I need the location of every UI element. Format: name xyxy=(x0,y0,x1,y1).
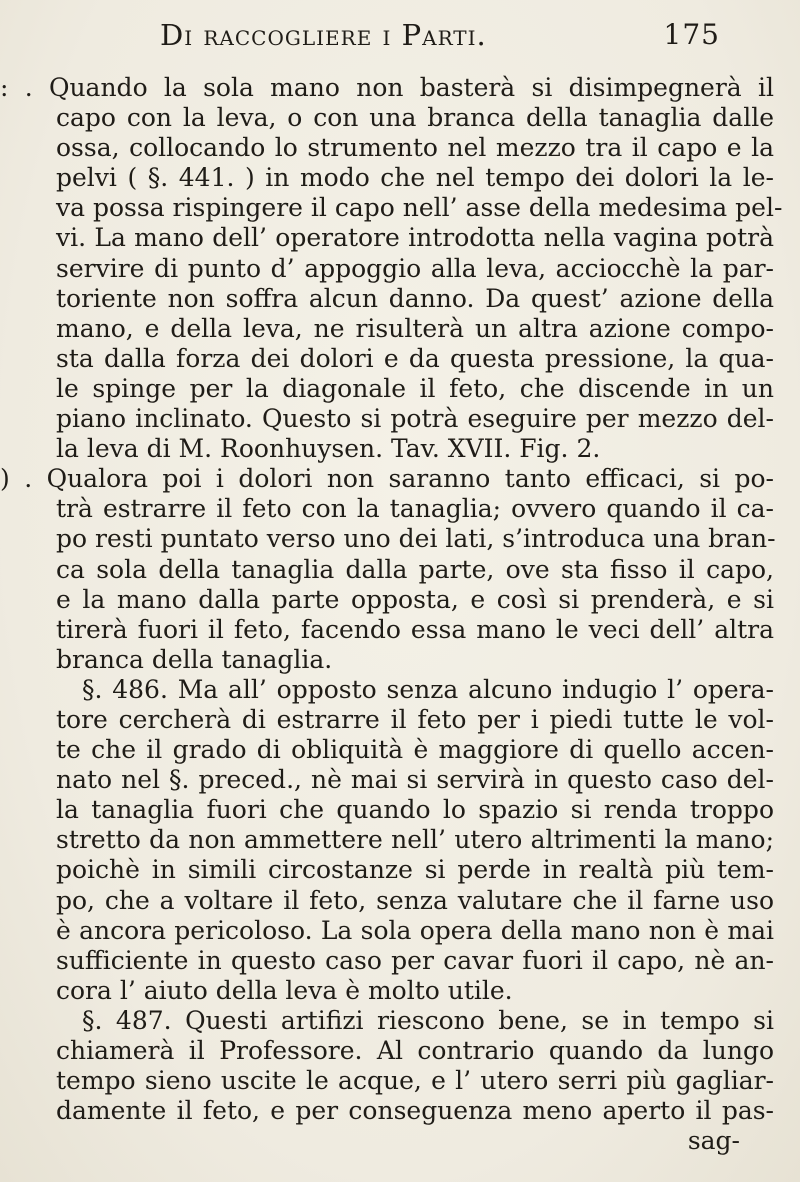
text-line: la tanaglia fuori che quando lo spazio si renda troppo xyxy=(56,795,774,825)
text-line: : . Quando la sola mano non basterà si disimpegnerà il xyxy=(0,73,774,102)
running-head xyxy=(160,18,720,58)
text-line: cora l’ aiuto della leva è molto utile. xyxy=(56,975,513,1005)
text-line: toriente non soffra alcun danno. Da quest’ azione della xyxy=(56,283,774,313)
text-line: chiamerà il Professore. Al contrario quando da lungo xyxy=(56,1036,774,1065)
running-title: Di raccogliere i Parti. xyxy=(160,18,487,52)
text-line: va possa rispingere il capo nell’ asse della medesima pel- xyxy=(56,193,783,223)
text-line: capo con la leva, o con una branca della tanaglia dalle xyxy=(56,103,774,133)
text-line: la leva di M. Roonhuysen. Tav. XVII. Fig. 2. xyxy=(56,434,601,464)
page-number: 175 xyxy=(663,18,720,51)
text-line: e la mano dalla parte opposta, e così si prenderà, e si xyxy=(56,584,774,614)
text-line: po resti puntato verso uno dei lati, s’introduca una bran- xyxy=(56,524,776,554)
catchword: sag- xyxy=(687,1126,740,1156)
text-line: sta dalla forza dei dolori e da questa pressione, la qua- xyxy=(56,343,774,373)
text-line: damente il feto, e per conseguenza meno aperto il pas- xyxy=(56,1096,774,1126)
text-line: tirerà fuori il feto, facendo essa mano le veci dell’ altra xyxy=(56,614,774,644)
text-line: §. 486. Ma all’ opposto senza alcuno indugio l’ opera- xyxy=(82,674,774,704)
text-line: ) . Qualora poi i dolori non saranno tanto efficaci, si po- xyxy=(0,464,774,494)
text-line: servire di punto d’ appoggio alla leva, acciocchè la par- xyxy=(56,253,774,283)
text-line: le spinge per la diagonale il feto, che discende in un xyxy=(56,373,774,403)
text-line: ca sola della tanaglia dalla parte, ove sta fisso il capo, xyxy=(56,554,774,584)
text-line: vi. La mano dell’ operatore introdotta nella vagina potrà xyxy=(56,223,774,253)
text-line: sufficiente in questo caso per cavar fuori il capo, nè an- xyxy=(56,945,774,975)
text-line: stretto da non ammettere nell’ utero altrimenti la mano; xyxy=(56,825,774,855)
text-line: ossa, collocando lo strumento nel mezzo tra il capo e la xyxy=(56,133,774,163)
text-line: po, che a voltare il feto, senza valutare che il farne uso xyxy=(56,885,774,915)
text-line: mano, e della leva, ne risulterà un altra azione compo- xyxy=(56,313,774,343)
text-line: tore cercherà di estrarre il feto per i piedi tutte le vol- xyxy=(56,704,774,734)
text-line: te che il grado di obliquità è maggiore di quello accen- xyxy=(56,735,774,765)
text-line: piano inclinato. Questo si potrà eseguire per mezzo del- xyxy=(56,404,774,434)
text-line: è ancora pericoloso. La sola opera della mano non è mai xyxy=(56,915,774,945)
text-line: nato nel §. preced., nè mai si servirà in questo caso del- xyxy=(56,765,774,795)
text-line: poichè in simili circostanze si perde in realtà più tem- xyxy=(56,855,774,885)
body-text xyxy=(0,73,800,1156)
text-line: trà estrarre il feto con la tanaglia; ovvero quando il ca- xyxy=(56,494,774,524)
text-line: branca della tanaglia. xyxy=(56,644,333,674)
text-line: tempo sieno uscite le acque, e l’ utero serri più gagliar- xyxy=(56,1066,774,1096)
text-line: §. 487. Questi artifizi riescono bene, se in tempo si xyxy=(82,1005,774,1035)
text-line: pelvi ( §. 441. ) in modo che nel tempo dei dolori la le- xyxy=(56,163,774,193)
